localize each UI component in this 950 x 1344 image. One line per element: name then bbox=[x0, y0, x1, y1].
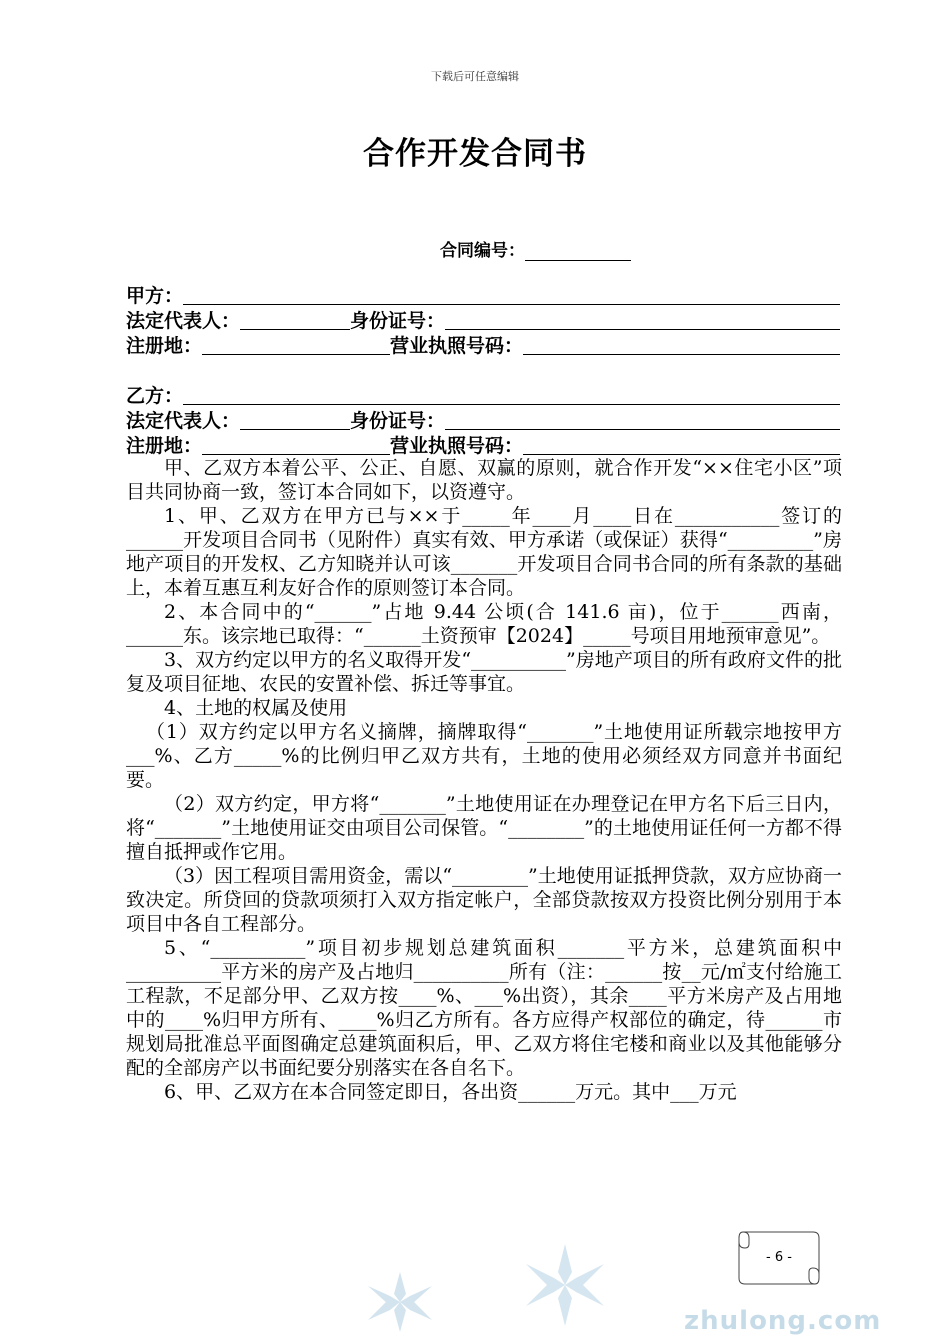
paragraph-clause-5: 5、“__________”项目初步规划总建筑面积_______平方米，总建筑面积中__________平方米的房产及占地归__________所有（注：______按__元/㎡支付给施工工程款，不足部分甲、乙双方按____%、___%出资），其余____平方米房产及占用地中的____%归甲方所有、____%归乙方所有。各方应得产权部位的确定，待______市规划局批准总平面图确定总建筑面积后，甲、乙双方将住宅楼和商业以及其他能够分配的全部房产以书面纪要分别落实在各自名下。 bbox=[126, 937, 842, 1079]
document-title: 合作开发合同书 bbox=[363, 136, 587, 172]
party-a-license-blank bbox=[523, 336, 840, 355]
paragraph-clause-2: 2、本合同中的“______”占地 9.44 公顷(合 141.6 亩)，位于______西南，______东。该宗地已取得：“______土资预审【2024】_____号项目用地预审意见”。 bbox=[126, 601, 842, 647]
party-a-name-label: 甲方： bbox=[126, 285, 184, 307]
party-b-rep-label: 法定代表人： bbox=[126, 410, 241, 432]
party-a-rep-blank bbox=[240, 311, 350, 330]
contract-number bbox=[440, 236, 631, 261]
paragraph-clause-4-heading: 4、土地的权属及使用 bbox=[164, 697, 348, 719]
paragraph-clause-3: 3、双方约定以甲方的名义取得开发“__________”房地产项目的所有政府文件的批复及项目征地、农民的安置补偿、拆迁等事宜。 bbox=[126, 649, 842, 695]
party-b-block bbox=[126, 384, 840, 459]
party-a-license-label: 营业执照号码： bbox=[390, 335, 524, 357]
party-b-rep-blank bbox=[240, 411, 350, 430]
party-a-id-label: 身份证号： bbox=[350, 310, 446, 332]
contract-number-label: 合同编号： bbox=[440, 241, 525, 261]
party-b-license-label: 营业执照号码： bbox=[390, 435, 524, 457]
party-a-rep-label: 法定代表人： bbox=[126, 310, 241, 332]
party-b-rep-row bbox=[126, 409, 840, 434]
contract-body bbox=[126, 456, 842, 1104]
party-b-addr-label: 注册地： bbox=[126, 435, 203, 457]
page-number: - 6 - bbox=[766, 1250, 792, 1265]
party-a-addr-blank bbox=[202, 336, 390, 355]
party-b-name-blank bbox=[183, 386, 840, 405]
party-a-name-row bbox=[126, 284, 840, 309]
paragraph-clause-6: 6、甲、乙双方在本合同签定即日，各出资______万元。其中___万元 bbox=[164, 1081, 737, 1103]
party-b-name-row bbox=[126, 384, 840, 409]
party-a-id-blank bbox=[445, 311, 840, 330]
party-b-addr-blank bbox=[202, 436, 390, 455]
party-a-rep-row bbox=[126, 309, 840, 334]
party-a-addr-label: 注册地： bbox=[126, 335, 203, 357]
paragraph-clause-4-1: （1）双方约定以甲方名义摘牌，摘牌取得“_______”土地使用证所载宗地按甲方___%、乙方_____%的比例归甲乙双方共有，土地的使用必须经双方同意并书面纪要。 bbox=[126, 721, 842, 791]
watermark-text: zhulong.com bbox=[684, 1306, 882, 1336]
paragraph-clause-4-3: （3）因工程项目需用资金，需以“________”土地使用证抵押贷款，双方应协商一致决定。所贷回的贷款项须打入双方指定帐户，全部贷款按双方投资比例分别用于本项目中各自工程部分。 bbox=[126, 865, 842, 935]
party-b-license-blank bbox=[523, 436, 840, 455]
paragraph-clause-1: 1、甲、乙双方在甲方已与××于_____年____月____日在___________签订的______开发项目合同书（见附件）真实有效、甲方承诺（或保证）获得“_________”房地产项目的开发权、乙方知晓并认可该_______开发项目合同书合同的所有条款的基础上，本着互惠互利友好合作的原则签订本合同。 bbox=[126, 505, 842, 599]
snowflake-watermark-icon bbox=[360, 1266, 440, 1338]
party-a-name-blank bbox=[183, 286, 840, 305]
party-b-name-label: 乙方： bbox=[126, 385, 184, 407]
paragraph-intro: 甲、乙双方本着公平、公正、自愿、双赢的原则，就合作开发“××住宅小区”项目共同协商一致，签订本合同如下，以资遵守。 bbox=[126, 457, 842, 503]
contract-number-blank bbox=[525, 244, 631, 261]
party-a-addr-row bbox=[126, 334, 840, 359]
party-a-block bbox=[126, 284, 840, 359]
party-b-id-label: 身份证号： bbox=[350, 410, 446, 432]
party-b-id-blank bbox=[445, 411, 840, 430]
paragraph-clause-4-2: （2）双方约定，甲方将“_______”土地使用证在办理登记在甲方名下后三日内，将“_______”土地使用证交由项目公司保管。“________”的土地使用证任何一方都不得擅自抵押或作它用。 bbox=[126, 793, 842, 863]
header-note: 下载后可任意编辑 bbox=[431, 70, 519, 83]
snowflake-watermark-icon-2 bbox=[520, 1240, 610, 1330]
